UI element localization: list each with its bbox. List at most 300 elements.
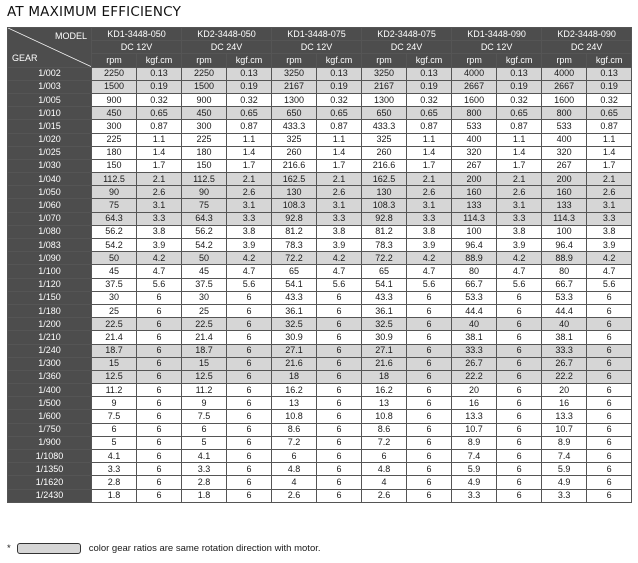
rpm-cell: 8.9 — [542, 436, 587, 449]
rpm-cell: 88.9 — [542, 252, 587, 265]
torque-cell: 6 — [227, 384, 272, 397]
table-row — [8, 291, 632, 304]
rpm-cell: 75 — [92, 199, 137, 212]
torque-cell: 6 — [497, 410, 542, 423]
voltage-header: DC 24V — [542, 41, 632, 54]
rpm-cell: 27.1 — [362, 344, 407, 357]
table-row — [8, 384, 632, 397]
torque-cell: 0.87 — [227, 120, 272, 133]
rpm-cell: 225 — [182, 133, 227, 146]
voltage-header: DC 12V — [452, 41, 542, 54]
rpm-cell: 21.4 — [92, 331, 137, 344]
rpm-unit-header: rpm — [272, 54, 317, 67]
torque-cell: 6 — [137, 410, 182, 423]
rpm-cell: 43.3 — [272, 291, 317, 304]
torque-cell: 6 — [407, 423, 452, 436]
torque-cell: 6 — [317, 476, 362, 489]
torque-unit-header: kgf.cm — [587, 54, 632, 67]
rpm-cell: 36.1 — [362, 304, 407, 317]
rpm-cell: 6 — [362, 450, 407, 463]
torque-cell: 0.65 — [497, 107, 542, 120]
rpm-cell: 22.2 — [452, 370, 497, 383]
torque-cell: 6 — [497, 397, 542, 410]
torque-cell: 0.19 — [407, 80, 452, 93]
rpm-cell: 13.3 — [452, 410, 497, 423]
rpm-cell: 4.1 — [92, 450, 137, 463]
model-header: KD1-3448-075 — [272, 28, 362, 41]
torque-cell: 0.19 — [137, 80, 182, 93]
table-row — [8, 489, 632, 502]
rpm-cell: 1600 — [542, 93, 587, 106]
torque-cell: 6 — [137, 463, 182, 476]
torque-cell: 0.32 — [407, 93, 452, 106]
rpm-cell: 8.6 — [362, 423, 407, 436]
torque-cell: 1.4 — [497, 146, 542, 159]
torque-cell: 2.1 — [497, 173, 542, 186]
torque-cell: 6 — [317, 423, 362, 436]
rpm-cell: 650 — [362, 107, 407, 120]
table-row — [8, 146, 632, 159]
torque-cell: 0.32 — [587, 93, 632, 106]
gear-ratio-cell: 1/015 — [8, 120, 92, 133]
rpm-cell: 22.5 — [182, 318, 227, 331]
rpm-cell: 800 — [452, 107, 497, 120]
gear-ratio-cell: 1/180 — [8, 304, 92, 317]
torque-cell: 3.8 — [587, 225, 632, 238]
torque-cell: 6 — [497, 357, 542, 370]
torque-unit-header: kgf.cm — [137, 54, 182, 67]
rpm-cell: 216.6 — [272, 159, 317, 172]
torque-cell: 2.1 — [227, 173, 272, 186]
torque-cell: 2.1 — [137, 173, 182, 186]
rpm-cell: 1300 — [272, 93, 317, 106]
torque-cell: 6 — [497, 318, 542, 331]
torque-cell: 6 — [497, 423, 542, 436]
table-row — [8, 357, 632, 370]
torque-cell: 6 — [497, 291, 542, 304]
rpm-unit-header: rpm — [452, 54, 497, 67]
torque-cell: 6 — [227, 331, 272, 344]
rpm-cell: 5 — [92, 436, 137, 449]
torque-cell: 5.6 — [317, 278, 362, 291]
gear-ratio-cell: 1/1350 — [8, 463, 92, 476]
rpm-cell: 22.2 — [542, 370, 587, 383]
torque-cell: 1.7 — [227, 159, 272, 172]
torque-cell: 3.3 — [587, 212, 632, 225]
torque-cell: 6 — [587, 304, 632, 317]
torque-cell: 6 — [587, 318, 632, 331]
torque-cell: 6 — [137, 291, 182, 304]
torque-cell: 6 — [407, 384, 452, 397]
rpm-cell: 18 — [362, 370, 407, 383]
torque-cell: 6 — [587, 344, 632, 357]
rpm-cell: 96.4 — [452, 239, 497, 252]
table-row — [8, 93, 632, 106]
rpm-cell: 10.8 — [272, 410, 317, 423]
table-row — [8, 331, 632, 344]
rpm-unit-header: rpm — [92, 54, 137, 67]
model-header: KD1-3448-050 — [92, 28, 182, 41]
torque-cell: 6 — [317, 291, 362, 304]
torque-cell: 2.1 — [317, 173, 362, 186]
torque-cell: 6 — [137, 384, 182, 397]
torque-cell: 4.7 — [497, 265, 542, 278]
rpm-cell: 400 — [542, 133, 587, 146]
torque-cell: 1.1 — [407, 133, 452, 146]
gear-ratio-cell: 1/080 — [8, 225, 92, 238]
rpm-cell: 400 — [452, 133, 497, 146]
rpm-cell: 18.7 — [182, 344, 227, 357]
model-header: KD2-3448-050 — [182, 28, 272, 41]
torque-cell: 6 — [407, 450, 452, 463]
table-row — [8, 278, 632, 291]
torque-cell: 0.19 — [227, 80, 272, 93]
torque-unit-header: kgf.cm — [407, 54, 452, 67]
gear-ratio-cell: 1/1080 — [8, 450, 92, 463]
torque-cell: 3.9 — [137, 239, 182, 252]
rpm-cell: 25 — [182, 304, 227, 317]
torque-cell: 6 — [317, 318, 362, 331]
gear-ratio-cell: 1/400 — [8, 384, 92, 397]
model-label: MODEL — [54, 31, 87, 41]
table-row — [8, 304, 632, 317]
rpm-cell: 90 — [182, 186, 227, 199]
rpm-cell: 433.3 — [272, 120, 317, 133]
rpm-cell: 150 — [182, 159, 227, 172]
torque-cell: 6 — [407, 436, 452, 449]
torque-cell: 5.6 — [497, 278, 542, 291]
rpm-cell: 900 — [182, 93, 227, 106]
rpm-cell: 3250 — [362, 67, 407, 80]
torque-cell: 2.6 — [587, 186, 632, 199]
table-row — [8, 463, 632, 476]
torque-cell: 4.2 — [497, 252, 542, 265]
torque-cell: 1.7 — [407, 159, 452, 172]
torque-cell: 6 — [587, 476, 632, 489]
rpm-cell: 7.2 — [272, 436, 317, 449]
torque-cell: 6 — [317, 397, 362, 410]
gear-ratio-cell: 1/210 — [8, 331, 92, 344]
rpm-cell: 37.5 — [92, 278, 137, 291]
gear-ratio-cell: 1/050 — [8, 186, 92, 199]
gray-highlight-swatch — [17, 543, 81, 554]
torque-cell: 0.32 — [137, 93, 182, 106]
torque-cell: 3.1 — [587, 199, 632, 212]
torque-cell: 0.65 — [317, 107, 362, 120]
torque-cell: 0.87 — [497, 120, 542, 133]
torque-cell: 1.1 — [227, 133, 272, 146]
torque-cell: 4.2 — [227, 252, 272, 265]
rpm-unit-header: rpm — [542, 54, 587, 67]
torque-cell: 6 — [497, 370, 542, 383]
table-body — [8, 67, 632, 502]
rpm-cell: 3.3 — [542, 489, 587, 502]
rpm-cell: 7.5 — [92, 410, 137, 423]
table-row — [8, 318, 632, 331]
rpm-cell: 72.2 — [272, 252, 317, 265]
rpm-cell: 30.9 — [362, 331, 407, 344]
torque-cell: 6 — [587, 397, 632, 410]
torque-cell: 6 — [227, 370, 272, 383]
rpm-cell: 26.7 — [452, 357, 497, 370]
torque-cell: 6 — [137, 344, 182, 357]
torque-unit-header: kgf.cm — [497, 54, 542, 67]
voltage-header: DC 24V — [182, 41, 272, 54]
rpm-cell: 6 — [272, 450, 317, 463]
torque-cell: 4.2 — [587, 252, 632, 265]
rpm-cell: 800 — [542, 107, 587, 120]
rpm-cell: 6 — [92, 423, 137, 436]
rpm-cell: 320 — [452, 146, 497, 159]
rpm-cell: 260 — [362, 146, 407, 159]
table-row — [8, 252, 632, 265]
rpm-cell: 150 — [92, 159, 137, 172]
model-gear-corner-cell — [8, 28, 92, 68]
rpm-cell: 533 — [452, 120, 497, 133]
torque-cell: 3.9 — [317, 239, 362, 252]
rpm-cell: 78.3 — [362, 239, 407, 252]
torque-cell: 3.1 — [317, 199, 362, 212]
torque-cell: 5.6 — [227, 278, 272, 291]
rpm-cell: 1.8 — [182, 489, 227, 502]
rpm-unit-header: rpm — [362, 54, 407, 67]
rpm-cell: 160 — [542, 186, 587, 199]
rpm-cell: 130 — [272, 186, 317, 199]
rpm-cell: 3.3 — [92, 463, 137, 476]
rpm-cell: 13.3 — [542, 410, 587, 423]
torque-cell: 6 — [587, 291, 632, 304]
rpm-cell: 267 — [542, 159, 587, 172]
rpm-cell: 81.2 — [272, 225, 317, 238]
torque-cell: 3.9 — [407, 239, 452, 252]
gear-ratio-cell: 1/083 — [8, 239, 92, 252]
rpm-cell: 4.8 — [362, 463, 407, 476]
rpm-cell: 5 — [182, 436, 227, 449]
rpm-cell: 16.2 — [272, 384, 317, 397]
rpm-cell: 12.5 — [182, 370, 227, 383]
table-row — [8, 410, 632, 423]
gear-ratio-cell: 1/2430 — [8, 489, 92, 502]
torque-cell: 6 — [227, 476, 272, 489]
table-row — [8, 67, 632, 80]
gear-ratio-cell: 1/025 — [8, 146, 92, 159]
torque-cell: 6 — [227, 291, 272, 304]
rpm-cell: 320 — [542, 146, 587, 159]
torque-cell: 6 — [317, 370, 362, 383]
torque-cell: 6 — [317, 344, 362, 357]
torque-cell: 6 — [227, 318, 272, 331]
rpm-cell: 16.2 — [362, 384, 407, 397]
torque-cell: 3.8 — [137, 225, 182, 238]
table-row — [8, 344, 632, 357]
efficiency-table — [7, 27, 632, 503]
rpm-cell: 10.7 — [452, 423, 497, 436]
torque-cell: 6 — [497, 304, 542, 317]
torque-cell: 6 — [137, 450, 182, 463]
rpm-cell: 45 — [92, 265, 137, 278]
torque-cell: 0.65 — [407, 107, 452, 120]
torque-cell: 6 — [227, 397, 272, 410]
torque-cell: 4.7 — [317, 265, 362, 278]
rpm-cell: 44.4 — [452, 304, 497, 317]
torque-cell: 4.2 — [407, 252, 452, 265]
rpm-cell: 160 — [452, 186, 497, 199]
torque-cell: 6 — [497, 489, 542, 502]
table-row — [8, 436, 632, 449]
torque-cell: 6 — [407, 476, 452, 489]
rpm-cell: 75 — [182, 199, 227, 212]
rpm-cell: 133 — [452, 199, 497, 212]
torque-cell: 6 — [407, 370, 452, 383]
torque-cell: 4.2 — [137, 252, 182, 265]
torque-cell: 6 — [137, 318, 182, 331]
torque-cell: 0.19 — [587, 80, 632, 93]
torque-cell: 0.13 — [587, 67, 632, 80]
rpm-cell: 88.9 — [452, 252, 497, 265]
rpm-cell: 433.3 — [362, 120, 407, 133]
torque-cell: 3.3 — [227, 212, 272, 225]
rpm-cell: 300 — [92, 120, 137, 133]
rpm-cell: 50 — [92, 252, 137, 265]
torque-cell: 6 — [407, 344, 452, 357]
torque-cell: 6 — [137, 423, 182, 436]
torque-cell: 3.1 — [407, 199, 452, 212]
rpm-cell: 4.1 — [182, 450, 227, 463]
rpm-cell: 11.2 — [92, 384, 137, 397]
torque-cell: 6 — [497, 450, 542, 463]
rpm-cell: 260 — [272, 146, 317, 159]
table-row — [8, 476, 632, 489]
table-row — [8, 265, 632, 278]
model-header: KD1-3448-090 — [452, 28, 542, 41]
torque-cell: 6 — [587, 450, 632, 463]
rpm-cell: 22.5 — [92, 318, 137, 331]
torque-cell: 0.87 — [317, 120, 362, 133]
torque-cell: 0.87 — [407, 120, 452, 133]
torque-cell: 6 — [227, 450, 272, 463]
rpm-cell: 4000 — [542, 67, 587, 80]
table-row — [8, 370, 632, 383]
gear-ratio-cell: 1/150 — [8, 291, 92, 304]
rpm-cell: 2167 — [272, 80, 317, 93]
table-row — [8, 199, 632, 212]
rpm-cell: 533 — [542, 120, 587, 133]
torque-cell: 3.8 — [407, 225, 452, 238]
rpm-cell: 66.7 — [452, 278, 497, 291]
rpm-cell: 2667 — [452, 80, 497, 93]
gear-ratio-cell: 1/090 — [8, 252, 92, 265]
rpm-cell: 2250 — [92, 67, 137, 80]
table-row — [8, 239, 632, 252]
rpm-cell: 80 — [452, 265, 497, 278]
rpm-cell: 30 — [92, 291, 137, 304]
rpm-cell: 4.9 — [542, 476, 587, 489]
torque-cell: 3.1 — [137, 199, 182, 212]
rpm-cell: 64.3 — [182, 212, 227, 225]
torque-cell: 0.19 — [497, 80, 542, 93]
table-row — [8, 225, 632, 238]
torque-cell: 0.87 — [587, 120, 632, 133]
rpm-cell: 2667 — [542, 80, 587, 93]
torque-cell: 6 — [227, 436, 272, 449]
rpm-cell: 130 — [362, 186, 407, 199]
torque-cell: 6 — [587, 436, 632, 449]
table-row — [8, 120, 632, 133]
rpm-cell: 26.7 — [542, 357, 587, 370]
table-row — [8, 80, 632, 93]
torque-cell: 0.65 — [137, 107, 182, 120]
gear-label: GEAR — [12, 52, 38, 63]
gear-ratio-cell: 1/300 — [8, 357, 92, 370]
rpm-cell: 3.3 — [452, 489, 497, 502]
rpm-cell: 33.3 — [452, 344, 497, 357]
rpm-cell: 108.3 — [362, 199, 407, 212]
torque-cell: 3.3 — [497, 212, 542, 225]
rpm-cell: 9 — [182, 397, 227, 410]
rpm-cell: 53.3 — [452, 291, 497, 304]
rpm-cell: 40 — [542, 318, 587, 331]
rpm-cell: 27.1 — [272, 344, 317, 357]
torque-cell: 4.2 — [317, 252, 362, 265]
rpm-cell: 56.2 — [182, 225, 227, 238]
rpm-cell: 162.5 — [362, 173, 407, 186]
torque-cell: 6 — [587, 384, 632, 397]
torque-cell: 6 — [137, 370, 182, 383]
gear-ratio-cell: 1/010 — [8, 107, 92, 120]
torque-cell: 0.13 — [227, 67, 272, 80]
rpm-cell: 21.6 — [272, 357, 317, 370]
rpm-cell: 32.5 — [362, 318, 407, 331]
torque-cell: 0.19 — [317, 80, 362, 93]
torque-cell: 6 — [227, 423, 272, 436]
rpm-cell: 36.1 — [272, 304, 317, 317]
torque-unit-header: kgf.cm — [317, 54, 362, 67]
rpm-cell: 15 — [182, 357, 227, 370]
rpm-cell: 5.9 — [542, 463, 587, 476]
rpm-cell: 30.9 — [272, 331, 317, 344]
rpm-cell: 2167 — [362, 80, 407, 93]
rpm-cell: 2.8 — [182, 476, 227, 489]
rpm-cell: 108.3 — [272, 199, 317, 212]
rpm-cell: 66.7 — [542, 278, 587, 291]
rpm-cell: 54.2 — [182, 239, 227, 252]
rpm-cell: 20 — [452, 384, 497, 397]
rpm-cell: 3250 — [272, 67, 317, 80]
rpm-cell: 133 — [542, 199, 587, 212]
torque-cell: 6 — [587, 370, 632, 383]
rpm-cell: 92.8 — [362, 212, 407, 225]
rpm-cell: 450 — [182, 107, 227, 120]
rpm-cell: 33.3 — [542, 344, 587, 357]
rpm-cell: 3.3 — [182, 463, 227, 476]
gear-ratio-cell: 1/020 — [8, 133, 92, 146]
torque-cell: 0.32 — [227, 93, 272, 106]
torque-cell: 1.1 — [137, 133, 182, 146]
torque-cell: 6 — [137, 476, 182, 489]
rpm-cell: 2.6 — [362, 489, 407, 502]
voltage-header: DC 12V — [92, 41, 182, 54]
rpm-cell: 81.2 — [362, 225, 407, 238]
torque-cell: 6 — [407, 291, 452, 304]
rpm-cell: 65 — [272, 265, 317, 278]
torque-cell: 6 — [407, 357, 452, 370]
torque-cell: 6 — [317, 304, 362, 317]
torque-cell: 5.6 — [407, 278, 452, 291]
gear-ratio-cell: 1/750 — [8, 423, 92, 436]
gear-ratio-cell: 1/002 — [8, 67, 92, 80]
rpm-cell: 1500 — [92, 80, 137, 93]
rpm-cell: 44.4 — [542, 304, 587, 317]
